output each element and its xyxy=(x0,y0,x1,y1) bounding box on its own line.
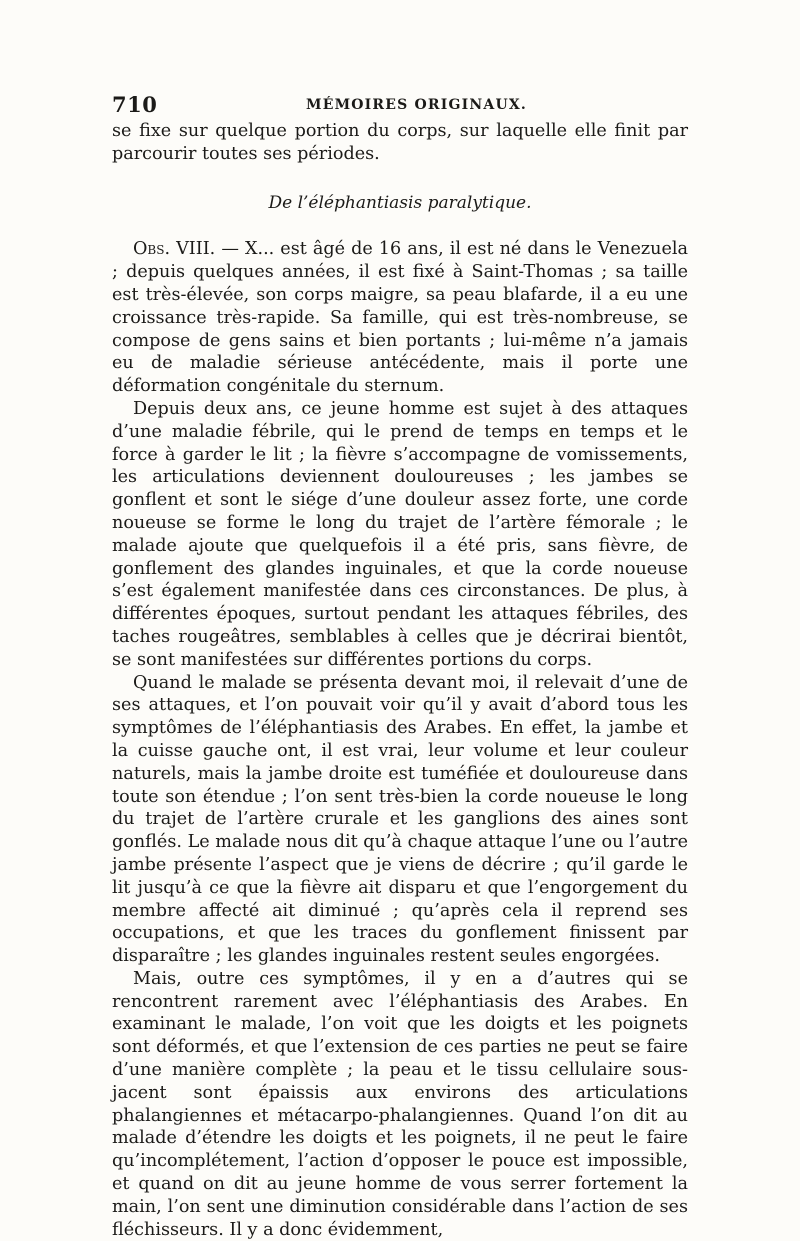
running-title: MÉMOIRES ORIGINAUX. xyxy=(306,97,527,113)
paragraph-symptoms: Mais, outre ces symptômes, il y en a d’autres qui se rencontrent rarement avec l’éléphantiasis des Arabes. En examinant le malade, l’on voit que les doigts et les poignets sont déformés, et que l’extension de ces parties ne peut se faire d’une manière complète ; la peau et le tissu cellulaire sous-jacent sont épaissis aux environs des articulations phalangiennes et métacarpo-phalangiennes. Quand l’on dit au malade d’étendre les doigts et les poignets, il ne peut le faire qu’incomplétement, l’action d’opposer le pouce est impossible, et quand on dit au jeune homme de vous serrer fortement la main, l’on sent une diminution considérable dans l’action de ses fléchisseurs. Il y a donc évidemment, xyxy=(112,968,688,1240)
observation-paragraph xyxy=(112,238,688,398)
body-text xyxy=(112,120,688,1241)
paragraph-presentation: Quand le malade se présenta devant moi, il relevait d’une de ses attaques, et l’on pouvait voir qu’il y avait d’abord tous les symptômes de l’éléphantiasis des Arabes. En effet, la jambe et la cuisse gauche ont, il est vrai, leur volume et leur couleur naturels, mais la jambe droite est tuméfiée et douloureuse dans toute son étendue ; l’on sent très-bien la corde noueuse le long du trajet de l’artère crurale et les ganglions des aines sont gonflés. Le malade nous dit qu’à chaque attaque l’une ou l’autre jambe présente l’aspect que je viens de décrire ; qu’il garde le lit jusqu’à ce que la fièvre ait disparu et que l’engorgement du membre affecté ait diminué ; qu’après cela il reprend ses occupations, et que les traces du gonflement finissent par disparaître ; les glandes inguinales restent seules engorgées. xyxy=(112,672,688,967)
observation-text: — X... est âgé de 16 ans, il est né dans le Venezuela ; depuis quelques années, il est fixé à Saint-Thomas ; sa taille est très-élevée, son corps maigre, sa peau blafarde, il a eu une croissance très-rapide. Sa famille, qui est très-nombreuse, se compose de gens sains et bien portants ; lui-même n’a jamais eu de maladie sérieuse antécédente, mais il porte une déformation congénitale du sternum. xyxy=(112,239,689,397)
section-title: De l’éléphantiasis paralytique. xyxy=(268,192,532,213)
page-number: 710 xyxy=(112,92,158,117)
observation-label: Obs. VIII. xyxy=(133,239,216,260)
page xyxy=(112,92,688,1241)
running-head xyxy=(112,92,688,120)
continuation-paragraph: se fixe sur quelque portion du corps, sur laquelle elle finit par parcourir toutes ses périodes. xyxy=(112,121,688,164)
paragraph-history: Depuis deux ans, ce jeune homme est sujet à des attaques d’une maladie fébrile, qui le prend de temps en temps et le force à garder le lit ; la fièvre s’accompagne de vomissements, les articulations deviennent douloureuses ; les jambes se gonflent et sont le siége d’une douleur assez forte, une corde noueuse se forme le long du trajet de l’artère fémorale ; le malade ajoute que quelquefois il a été pris, sans fièvre, de gonflement des glandes inguinales, et que la corde noueuse s’est également manifestée dans ces circonstances. De plus, à différentes époques, surtout pendant les attaques fébriles, des taches rougeâtres, semblables à celles que je décrirai bientôt, se sont manifestées sur différentes portions du corps. xyxy=(112,398,688,670)
